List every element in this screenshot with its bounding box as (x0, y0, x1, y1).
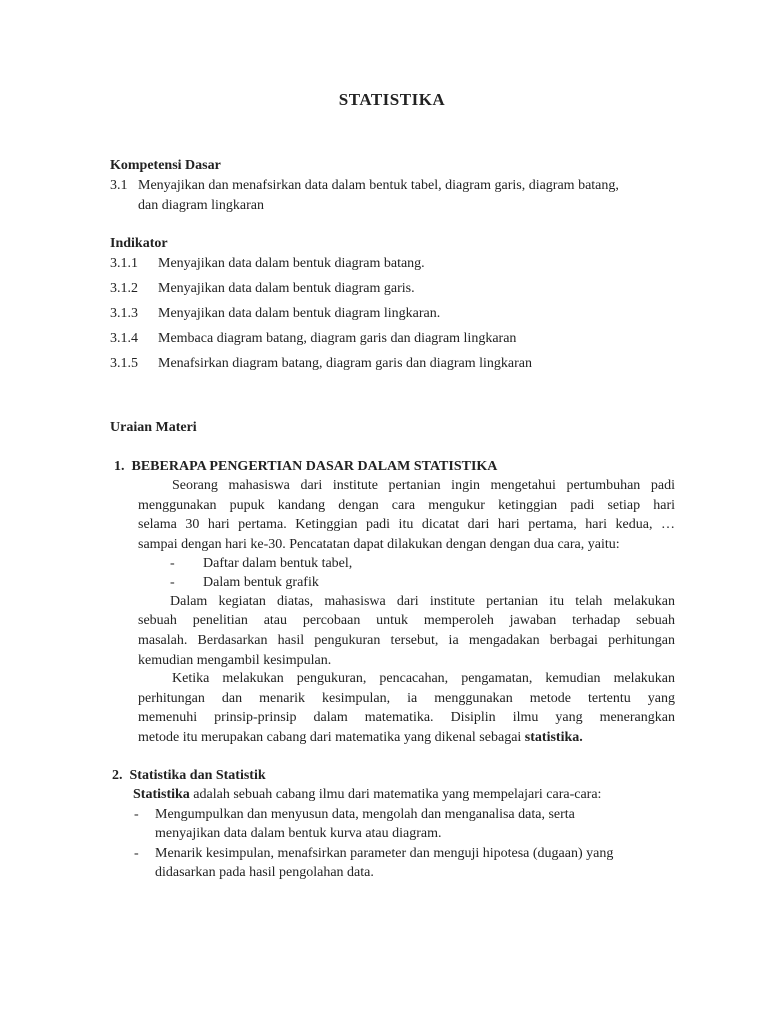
indikator-number: 3.1.5 (110, 356, 138, 371)
list-item-line: Menarik kesimpulan, menafsirkan parameter dan menguji hipotesa (dugaan) yang (155, 846, 614, 861)
list-item: Daftar dalam bentuk tabel, (203, 556, 353, 571)
list-bullet: - (134, 807, 139, 822)
indikator-number: 3.1.1 (110, 256, 138, 271)
kompetensi-line: Menyajikan dan menafsirkan data dalam bentuk tabel, diagram garis, diagram batang, (138, 178, 619, 193)
paragraph-line: perhitungan dan menarik kesimpulan, ia menggunakan metode tertentu yang (138, 691, 675, 706)
paragraph-line: memenuhi prinsip-prinsip dalam matematika. Disiplin ilmu yang menerangkan (138, 710, 675, 725)
paragraph-line: Ketika melakukan pengukuran, pencacahan, pengamatan, kemudian melakukan (172, 671, 675, 686)
paragraph-line: masalah. Berdasarkan hasil pengukuran tersebut, ia mengadakan berbagai perhitungan (138, 633, 675, 648)
section1-heading: 1. BEBERAPA PENGERTIAN DASAR DALAM STATISTIKA (114, 459, 498, 474)
paragraph-text: adalah sebuah cabang ilmu dari matematika yang mempelajari cara-cara: (189, 787, 602, 802)
indikator-text: Menyajikan data dalam bentuk diagram lingkaran. (158, 306, 441, 321)
paragraph-line (138, 729, 583, 747)
indikator-number: 3.1.3 (110, 306, 138, 321)
paragraph-line: Seorang mahasiswa dari institute pertanian ingin mengetahui pertumbuhan padi (172, 478, 675, 493)
indikator-text: Membaca diagram batang, diagram garis dan diagram lingkaran (158, 331, 517, 346)
uraian-heading: Uraian Materi (110, 420, 197, 435)
paragraph-line: kemudian mengambil kesimpulan. (138, 653, 332, 668)
paragraph-line: sampai dengan hari ke-30. Pencatatan dapat dilakukan dengan dengan dua cara, yaitu: (138, 537, 620, 552)
paragraph-line: Dalam kegiatan diatas, mahasiswa dari institute pertanian itu telah melakukan (170, 594, 675, 609)
kompetensi-line: dan diagram lingkaran (138, 198, 264, 213)
list-item-line: menyajikan data dalam bentuk kurva atau diagram. (155, 826, 442, 841)
list-bullet: - (170, 556, 175, 571)
indikator-number: 3.1.4 (110, 331, 138, 346)
page-title: STATISTIKA (338, 90, 446, 109)
list-item: Dalam bentuk grafik (203, 575, 319, 590)
list-bullet: - (134, 846, 139, 861)
emphasis-term: statistika. (524, 730, 583, 745)
paragraph-line: sebuah penelitian atau percobaan untuk memperoleh jawaban terhadap sebuah (138, 613, 675, 628)
section2-intro (133, 786, 601, 804)
list-bullet: - (170, 575, 175, 590)
list-item-line: didasarkan pada hasil pengolahan data. (155, 865, 374, 880)
kompetensi-number: 3.1 (110, 178, 128, 193)
list-item-line: Mengumpulkan dan menyusun data, mengolah dan menganalisa data, serta (155, 807, 575, 822)
paragraph-line: selama 30 hari pertama. Ketinggian padi itu dicatat dari hari pertama, hari kedua, … (138, 517, 675, 532)
emphasis-term: Statistika (133, 787, 190, 802)
paragraph-text: metode itu merupakan cabang dari matematika yang dikenal sebagai (138, 730, 522, 745)
indikator-text: Menyajikan data dalam bentuk diagram batang. (158, 256, 425, 271)
indikator-number: 3.1.2 (110, 281, 138, 296)
kompetensi-heading: Kompetensi Dasar (110, 158, 221, 173)
indikator-text: Menafsirkan diagram batang, diagram garis dan diagram lingkaran (158, 356, 532, 371)
paragraph-line: menggunakan pupuk kandang dengan cara mengukur ketinggian padi setiap hari (138, 498, 675, 513)
indikator-heading: Indikator (110, 236, 168, 251)
indikator-text: Menyajikan data dalam bentuk diagram garis. (158, 281, 415, 296)
section2-heading: 2. Statistika dan Statistik (112, 768, 266, 783)
